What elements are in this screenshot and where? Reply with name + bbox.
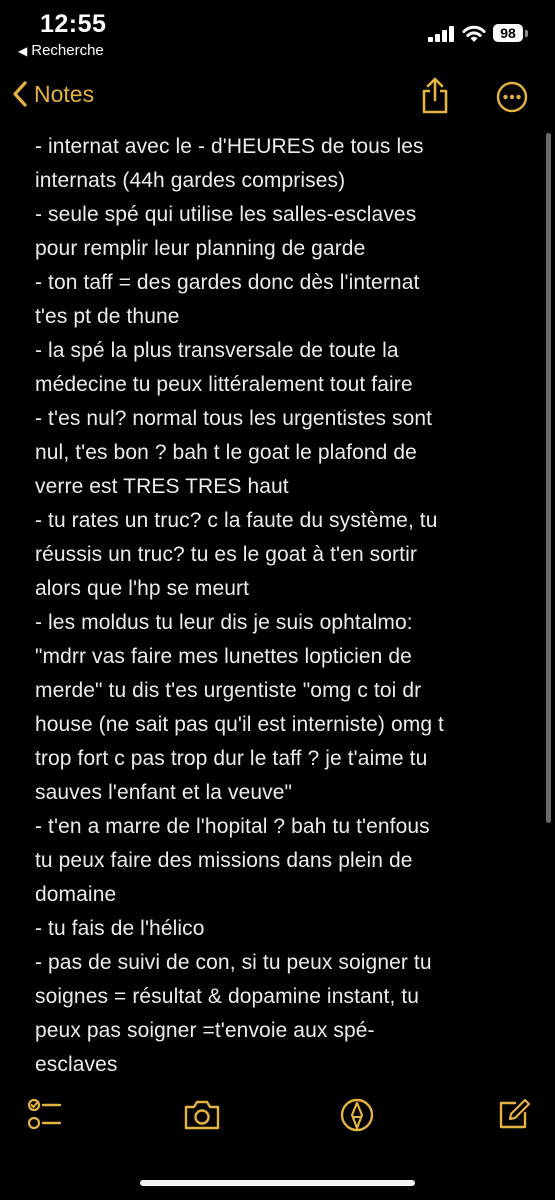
note-line: - la spé la plus transversale de toute la xyxy=(35,339,399,362)
note-line: nul, t'es bon ? bah t le goat le plafond de xyxy=(35,441,417,464)
note-line: - tu fais de l'hélico xyxy=(35,917,205,940)
note-line: merde" tu dis t'es urgentiste "omg c toi dr xyxy=(35,679,422,702)
more-icon xyxy=(496,100,528,117)
share-button[interactable] xyxy=(420,76,450,116)
note-line: verre est TRES TRES haut xyxy=(35,475,289,498)
markup-pen-icon xyxy=(338,1122,378,1139)
note-line: - tu rates un truc? c la faute du système, tu xyxy=(35,509,438,532)
back-button[interactable] xyxy=(12,80,94,108)
checklist-button[interactable] xyxy=(26,1095,66,1135)
nav-bar xyxy=(0,66,555,130)
note-line: domaine xyxy=(35,883,117,906)
camera-button[interactable] xyxy=(182,1095,222,1135)
compose-icon xyxy=(495,1122,535,1139)
bottom-toolbar xyxy=(0,1095,555,1155)
note-line: esclaves xyxy=(35,1053,118,1076)
note-line: soignes = résultat & dopamine instant, tu xyxy=(35,985,420,1008)
battery-indicator: 98 xyxy=(493,24,523,42)
back-button-label: Notes xyxy=(34,80,95,107)
wifi-icon xyxy=(461,24,487,44)
status-bar xyxy=(0,0,555,66)
note-line: - seule spé qui utilise les salles-esclaves xyxy=(35,203,417,226)
note-line: - t'en a marre de l'hopital ? bah tu t'enfous xyxy=(35,815,430,838)
note-line: - pas de suivi de con, si tu peux soigner tu xyxy=(35,951,432,974)
camera-icon xyxy=(182,1122,222,1139)
note-text-area[interactable] xyxy=(35,130,535,1082)
back-to-app-link[interactable] xyxy=(18,42,104,59)
battery-cap xyxy=(525,30,528,37)
home-indicator[interactable] xyxy=(140,1180,415,1186)
share-icon xyxy=(420,103,450,120)
back-triangle-icon: ◀ xyxy=(18,43,28,58)
note-line: tu peux faire des missions dans plein de xyxy=(35,849,413,872)
note-line: trop fort c pas trop dur le taff ? je t'aime tu xyxy=(35,747,428,770)
compose-button[interactable] xyxy=(495,1095,535,1135)
checklist-icon xyxy=(26,1122,66,1139)
note-line: house (ne sait pas qu'il est interniste) omg t xyxy=(35,713,444,736)
note-line: - ton taff = des gardes donc dès l'internat xyxy=(35,271,420,294)
note-line: internats (44h gardes comprises) xyxy=(35,169,346,192)
back-app-label: Recherche xyxy=(31,42,104,59)
note-line: - internat avec le - d'HEURES de tous les xyxy=(35,135,424,158)
scroll-indicator[interactable] xyxy=(546,133,551,823)
note-line: sauves l'enfant et la veuve" xyxy=(35,781,293,804)
chevron-left-icon xyxy=(12,80,28,108)
note-line: t'es pt de thune xyxy=(35,305,180,328)
note-line: - les moldus tu leur dis je suis ophtalmo: xyxy=(35,611,413,634)
note-line: alors que l'hp se meurt xyxy=(35,577,250,600)
note-line: médecine tu peux littéralement tout faire xyxy=(35,373,413,396)
note-line: peux pas soigner =t'envoie aux spé- xyxy=(35,1019,375,1042)
cellular-signal-icon xyxy=(428,26,456,42)
note-line: pour remplir leur planning de garde xyxy=(35,237,366,260)
status-time: 12:55 xyxy=(40,10,107,38)
note-line: "mdrr vas faire mes lunettes lopticien de xyxy=(35,645,412,668)
more-options-button[interactable] xyxy=(496,81,528,113)
markup-button[interactable] xyxy=(338,1095,378,1135)
note-line: - t'es nul? normal tous les urgentistes sont xyxy=(35,407,433,430)
note-line: réussis un truc? tu es le goat à t'en sortir xyxy=(35,543,417,566)
